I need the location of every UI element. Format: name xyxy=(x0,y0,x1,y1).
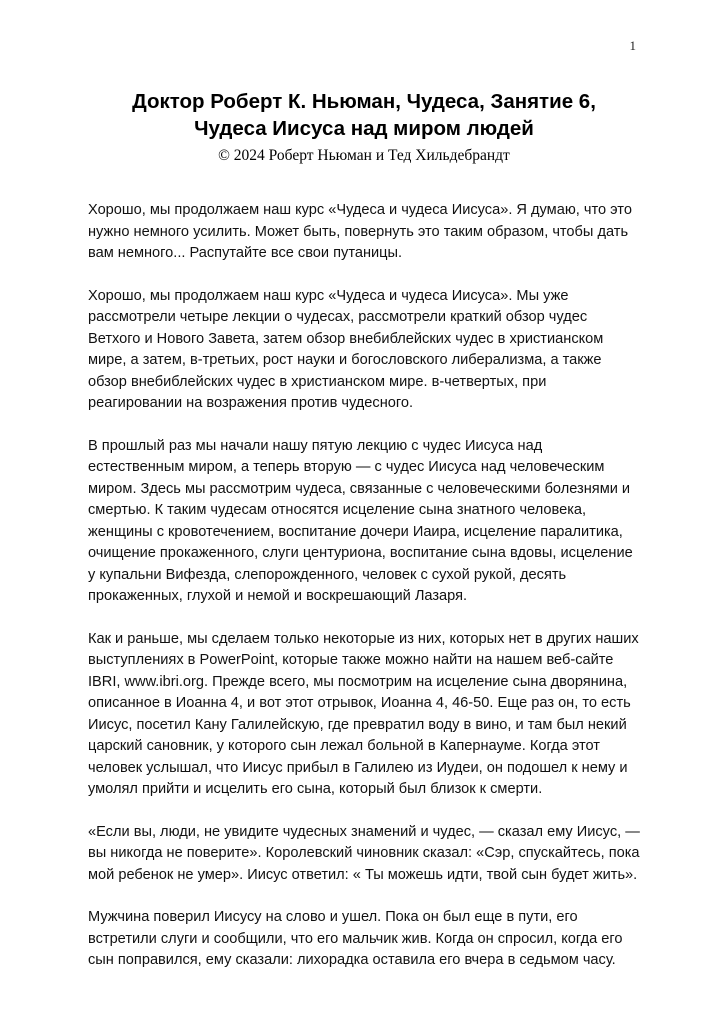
paragraph: Хорошо, мы продолжаем наш курс «Чудеса и чудеса Иисуса». Мы уже рассмотрели четыре лекции о чудесах, рассмотрели краткий обзор чудес Ветхого и Нового Завета, затем обзор внебиблейских чудес в христианском мире, а затем, в-третьих, рост науки и богословского либерализма, а также обзор внебиблейских чудес в христианском мире. в-четвертых, при реагировании на возражения против чудесного. xyxy=(88,287,604,412)
paragraph: Как и раньше, мы сделаем только некоторые из них, которых нет в других наших выступлениях в PowerPoint, которые также можно найти на нашем веб-сайте IBRI, www.ibri.org. Прежде всего, мы посмотрим на исцеление сына дворянина, описанное в Иоанна 4, и вот этот отрывок, Иоанна 4, 46-50. Еще раз он, то есть Иисус, посетил Кану Галилейскую, где превратил воду в вино, и там был некий царский сановник, у которого сын лежал больной в Капернауме. Когда этот человек услышал, что Иисус прибыл в Галилею из Иудеи, он подошел к нему и умолял прийти и исцелить его сына, который был близок к смерти. xyxy=(88,630,639,798)
document-body xyxy=(88,200,640,972)
paragraph: В прошлый раз мы начали нашу пятую лекцию с чудес Иисуса над естественным миром, а теперь вторую — с чудес Иисуса над человеческим миром. Здесь мы рассмотрим чудеса, связанные с человеческими болезнями и смертью. К таким чудесам относятся исцеление сына знатного человека, женщины с кровотечением, воспитание дочери Иаира, исцеление паралитика, очищение прокаженного, слуги центуриона, воспитание сына вдовы, исцеление у купальни Вифезда, слепорожденного, человек с сухой рукой, десять прокаженных, глухой и немой и воскрешающий Лазаря. xyxy=(88,437,633,605)
document-title xyxy=(88,88,640,142)
document-title-line-1: Доктор Роберт К. Ньюман, Чудеса, Занятие 6, xyxy=(132,90,596,113)
document-title-line-2: Чудеса Иисуса над миром людей xyxy=(194,117,534,141)
page-number: 1 xyxy=(629,38,636,53)
paragraph: Хорошо, мы продолжаем наш курс «Чудеса и чудеса Иисуса». Я думаю, что это нужно немного усилить. Может быть, повернуть это таким образом, чтобы дать вам немного... Распутайте все свои путаницы. xyxy=(88,202,632,262)
paragraph: «Если вы, люди, не увидите чудесных знамений и чудес, — сказал ему Иисус, — вы никогда не поверите». Королевский чиновник сказал: «Сэр, спускайтесь, пока мой ребенок не умер». Иисус ответил: « Ты можешь идти, твой сын будет жить». xyxy=(88,823,640,883)
copyright-line: © 2024 Роберт Ньюман и Тед Хильдебрандт xyxy=(218,147,510,165)
paragraph: Мужчина поверил Иисусу на слово и ушел. Пока он был еще в пути, его встретили слуги и сообщили, что его мальчик жив. Когда он спросил, когда его сын поправился, ему сказали: лихорадка оставила его вчера в седьмом часу. xyxy=(88,909,623,969)
